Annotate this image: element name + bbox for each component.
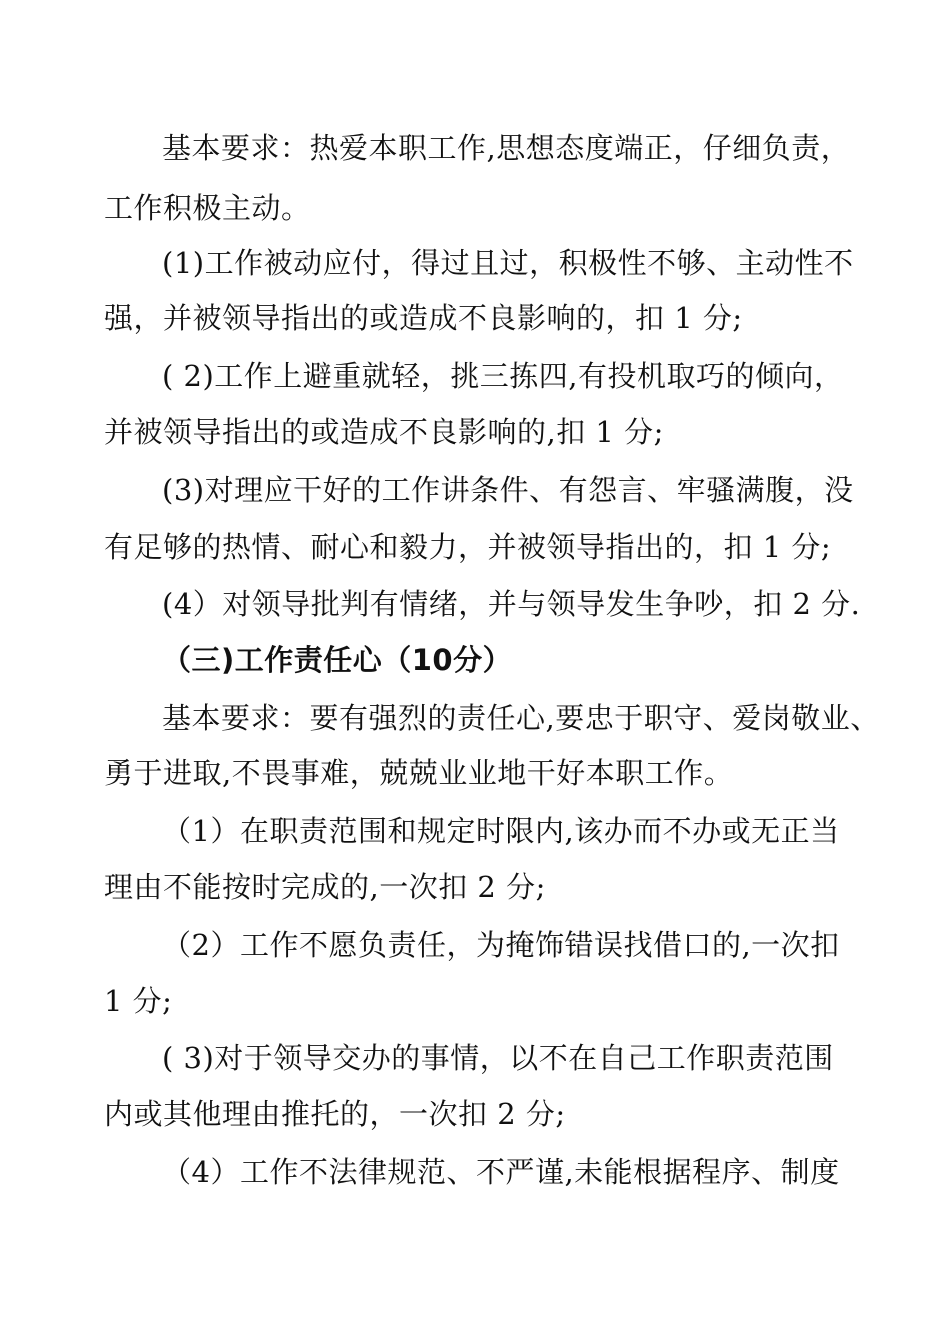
item-2-line-1: ( 2)工作上避重就轻，挑三拣四,有投机取巧的倾向， xyxy=(162,359,844,393)
responsibility-item-1-line-2: 理由不能按时完成的,一次扣 2 分; xyxy=(104,870,546,904)
requirement-paragraph-1-line-1: 基本要求：热爱本职工作,思想态度端正，仔细负责， xyxy=(162,131,851,165)
item-2-line-2: 并被领导指出的或造成不良影响的,扣 1 分; xyxy=(104,415,664,449)
requirement-paragraph-2-line-2: 勇于进取,不畏事难，兢兢业业地干好本职工作。 xyxy=(104,756,734,790)
item-1-line-2: 强，并被领导指出的或造成不良影响的，扣 1 分; xyxy=(104,301,743,335)
responsibility-item-1-line-1: （1）在职责范围和规定时限内,该办而不办或无正当 xyxy=(162,814,840,848)
requirement-paragraph-1-line-2: 工作积极主动。 xyxy=(104,191,311,225)
section-heading-work-responsibility: （三)工作责任心（10分） xyxy=(162,643,513,677)
responsibility-item-2-line-2: 1 分; xyxy=(104,984,173,1018)
requirement-paragraph-2-line-1: 基本要求：要有强烈的责任心,要忠于职守、爱岗敬业、 xyxy=(162,701,880,735)
responsibility-item-3-line-1: ( 3)对于领导交办的事情，以不在自己工作职责范围 xyxy=(162,1041,834,1075)
item-1-line-1: (1)工作被动应付，得过且过，积极性不够、主动性不 xyxy=(162,246,854,280)
item-3-line-1: (3)对理应干好的工作讲条件、有怨言、牢骚满腹，没 xyxy=(162,473,854,507)
responsibility-item-2-line-1: （2）工作不愿负责任，为掩饰错误找借口的,一次扣 xyxy=(162,928,840,962)
responsibility-item-3-line-2: 内或其他理由推托的，一次扣 2 分; xyxy=(104,1097,566,1131)
item-3-line-2: 有足够的热情、耐心和毅力，并被领导指出的，扣 1 分; xyxy=(104,530,832,564)
responsibility-item-4-line-1: （4）工作不法律规范、不严谨,未能根据程序、制度 xyxy=(162,1155,840,1189)
item-4-line-1: (4）对领导批判有情绪，并与领导发生争吵，扣 2 分. xyxy=(162,587,861,621)
